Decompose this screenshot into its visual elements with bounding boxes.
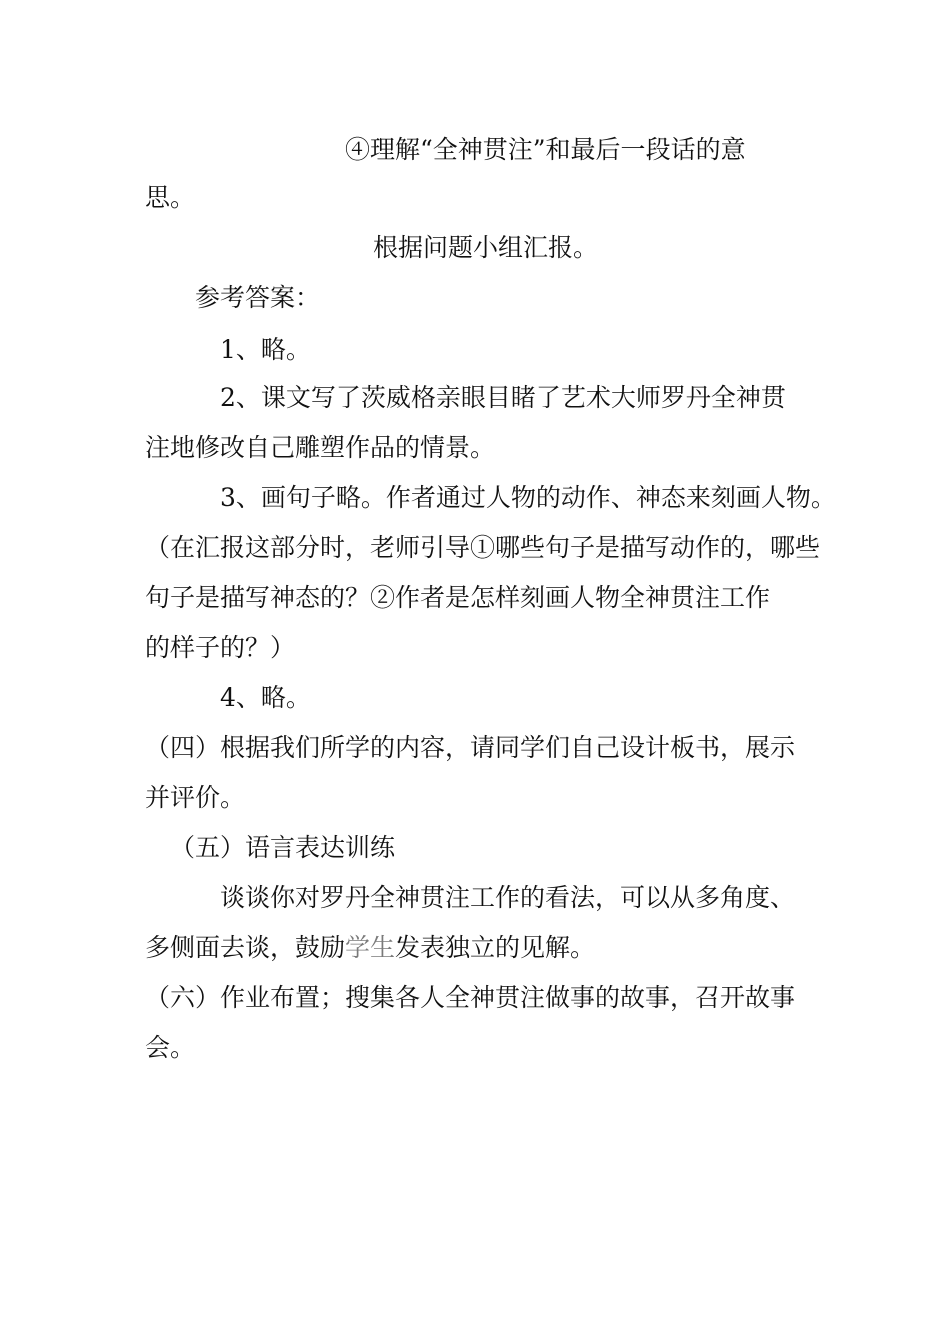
text-line: 谈谈你对罗丹全神贯注工作的看法，可以从多角度、 bbox=[220, 883, 796, 912]
text-line: 参考答案： bbox=[195, 283, 321, 312]
text-line: （五）语言表达训练 bbox=[170, 833, 396, 862]
text-line: 会。 bbox=[145, 1033, 196, 1062]
text-line: ④理解“全神贯注”和最后一段话的意 bbox=[345, 135, 746, 164]
text-line: 并评价。 bbox=[145, 783, 246, 812]
text-segment-muted: 学生 bbox=[345, 933, 396, 962]
text-segment: 多侧面去谈，鼓励 bbox=[145, 933, 346, 962]
text-line: 3、画句子略。作者通过人物的动作、神态来刻画人物。 bbox=[220, 483, 836, 512]
text-segment: 发表独立的见解。 bbox=[395, 933, 596, 962]
text-line: 句子是描写神态的？②作者是怎样刻画人物全神贯注工作 bbox=[145, 583, 771, 612]
text-line: 的样子的？） bbox=[145, 633, 296, 662]
text-line: 4、略。 bbox=[220, 683, 311, 712]
text-line: 1、略。 bbox=[220, 335, 311, 364]
text-line: 根据问题小组汇报。 bbox=[373, 233, 599, 262]
text-line: （六）作业布置；搜集各人全神贯注做事的故事，召开故事 bbox=[145, 983, 796, 1012]
text-line bbox=[145, 933, 595, 963]
text-line: 注地修改自己雕塑作品的情景。 bbox=[145, 433, 496, 462]
text-line: 2、课文写了茨威格亲眼目睹了艺术大师罗丹全神贯 bbox=[220, 383, 786, 412]
text-line: （在汇报这部分时，老师引导①哪些句子是描写动作的，哪些 bbox=[145, 533, 821, 562]
text-line: 思。 bbox=[145, 183, 196, 212]
text-line: （四）根据我们所学的内容，请同学们自己设计板书，展示 bbox=[145, 733, 796, 762]
